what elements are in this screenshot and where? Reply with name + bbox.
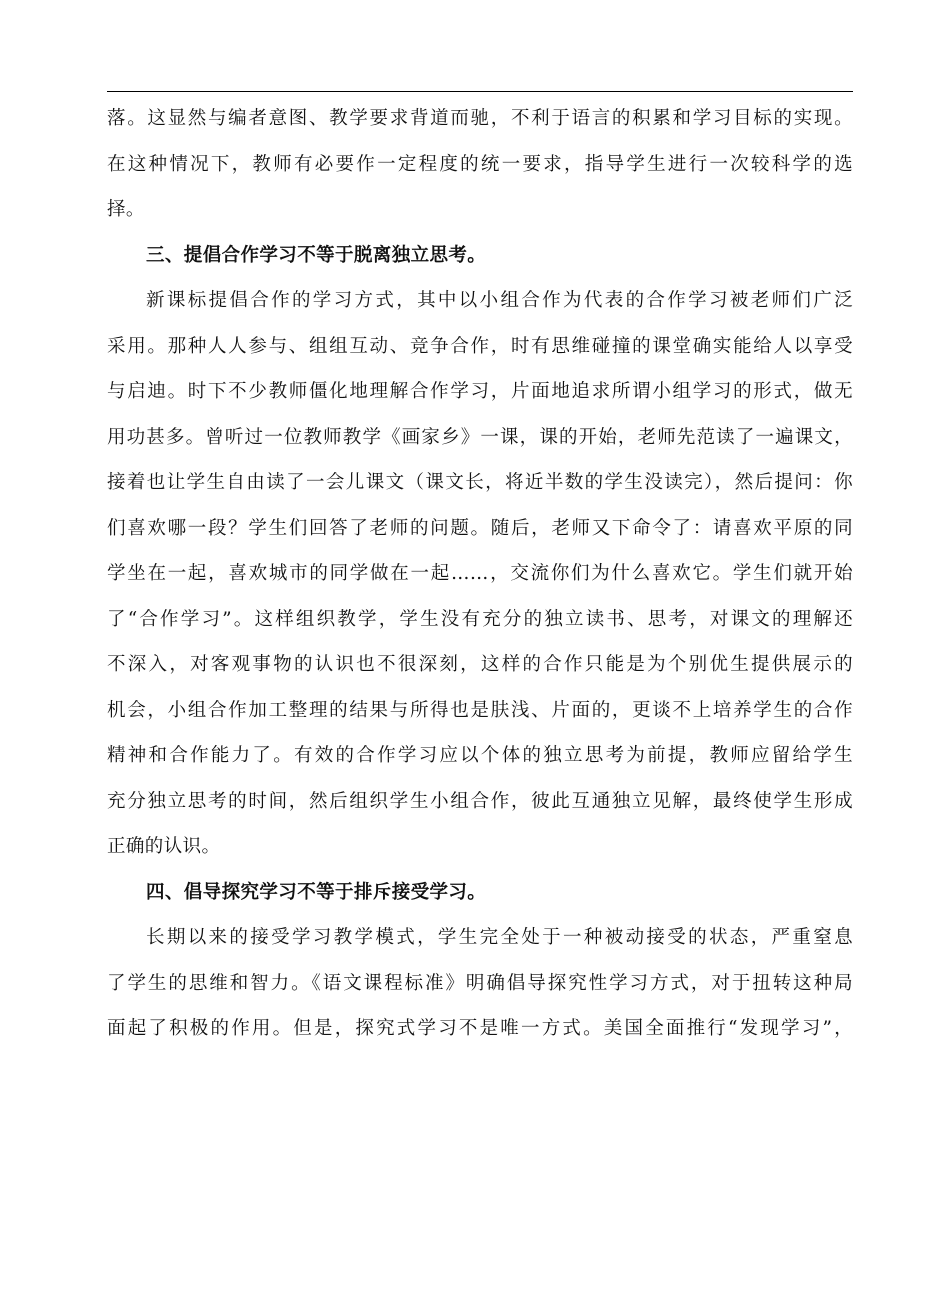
- text-line: 与启迪。时下不少教师僵化地理解合作学习，片面地追求所谓小组学习的形式，做无: [107, 381, 853, 402]
- text-line: 采用。那种人人参与、组组互动、竞争合作，时有思维碰撞的课堂确实能给人以享受: [107, 335, 853, 357]
- text-line: 择。: [107, 199, 145, 220]
- text-line: 落。这显然与编者意图、教学要求背道而驰，不利于语言的积累和学习目标的实现。: [107, 108, 853, 129]
- text-line: 学坐在一起，喜欢城市的同学做在一起……，交流你们为什么喜欢它。学生们就开始: [107, 563, 853, 584]
- paragraph-continuation: [107, 96, 853, 233]
- text-line: 长期以来的接受学习教学模式，学生完全处于一种被动接受的状态，严重窒息: [146, 927, 853, 948]
- paragraph-inquiry-learning: [107, 915, 853, 1052]
- text-line: 机会，小组合作加工整理的结果与所得也是肤浅、片面的，更谈不上培养学生的合作: [107, 699, 853, 721]
- text-line: 不深入，对客观事物的认识也不很深刻，这样的合作只能是为个别优生提供展示的: [107, 654, 853, 675]
- text-line: 新课标提倡合作的学习方式，其中以小组合作为代表的合作学习被老师们广泛: [146, 290, 853, 311]
- section-heading-4: 四、倡导探究学习不等于排斥接受学习。: [146, 881, 487, 903]
- text-line: 们喜欢哪一段？学生们回答了老师的问题。随后，老师又下命令了：请喜欢平原的同: [107, 517, 853, 539]
- text-line: 正确的认识。: [107, 836, 221, 857]
- header-rule: [107, 91, 853, 92]
- text-line: 了“合作学习”。这样组织教学，学生没有充分的独立读书、思考，对课文的理解还: [107, 608, 853, 630]
- text-line: 用功甚多。曾听过一位教师教学《画家乡》一课，课的开始，老师先范读了一遍课文，: [107, 426, 853, 448]
- document-body: [107, 96, 853, 1052]
- text-line: 面起了积极的作用。但是，探究式学习不是唯一方式。美国全面推行“发现学习”，: [107, 1018, 853, 1039]
- paragraph-cooperative-learning: [107, 278, 853, 870]
- text-line: 精神和合作能力了。有效的合作学习应以个体的独立思考为前提，教师应留给学生: [107, 745, 853, 766]
- section-heading-3: 三、提倡合作学习不等于脱离独立思考。: [146, 244, 487, 266]
- text-line: 了学生的思维和智力。《语文课程标准》明确倡导探究性学习方式，对于扭转这种局: [107, 972, 853, 994]
- text-line: 接着也让学生自由读了一会儿课文（课文长，将近半数的学生没读完），然后提问：你: [107, 472, 853, 493]
- text-line: 在这种情况下，教师有必要作一定程度的统一要求，指导学生进行一次较科学的选: [107, 153, 853, 175]
- text-line: 充分独立思考的时间，然后组织学生小组合作，彼此互通独立见解，最终使学生形成: [107, 790, 853, 812]
